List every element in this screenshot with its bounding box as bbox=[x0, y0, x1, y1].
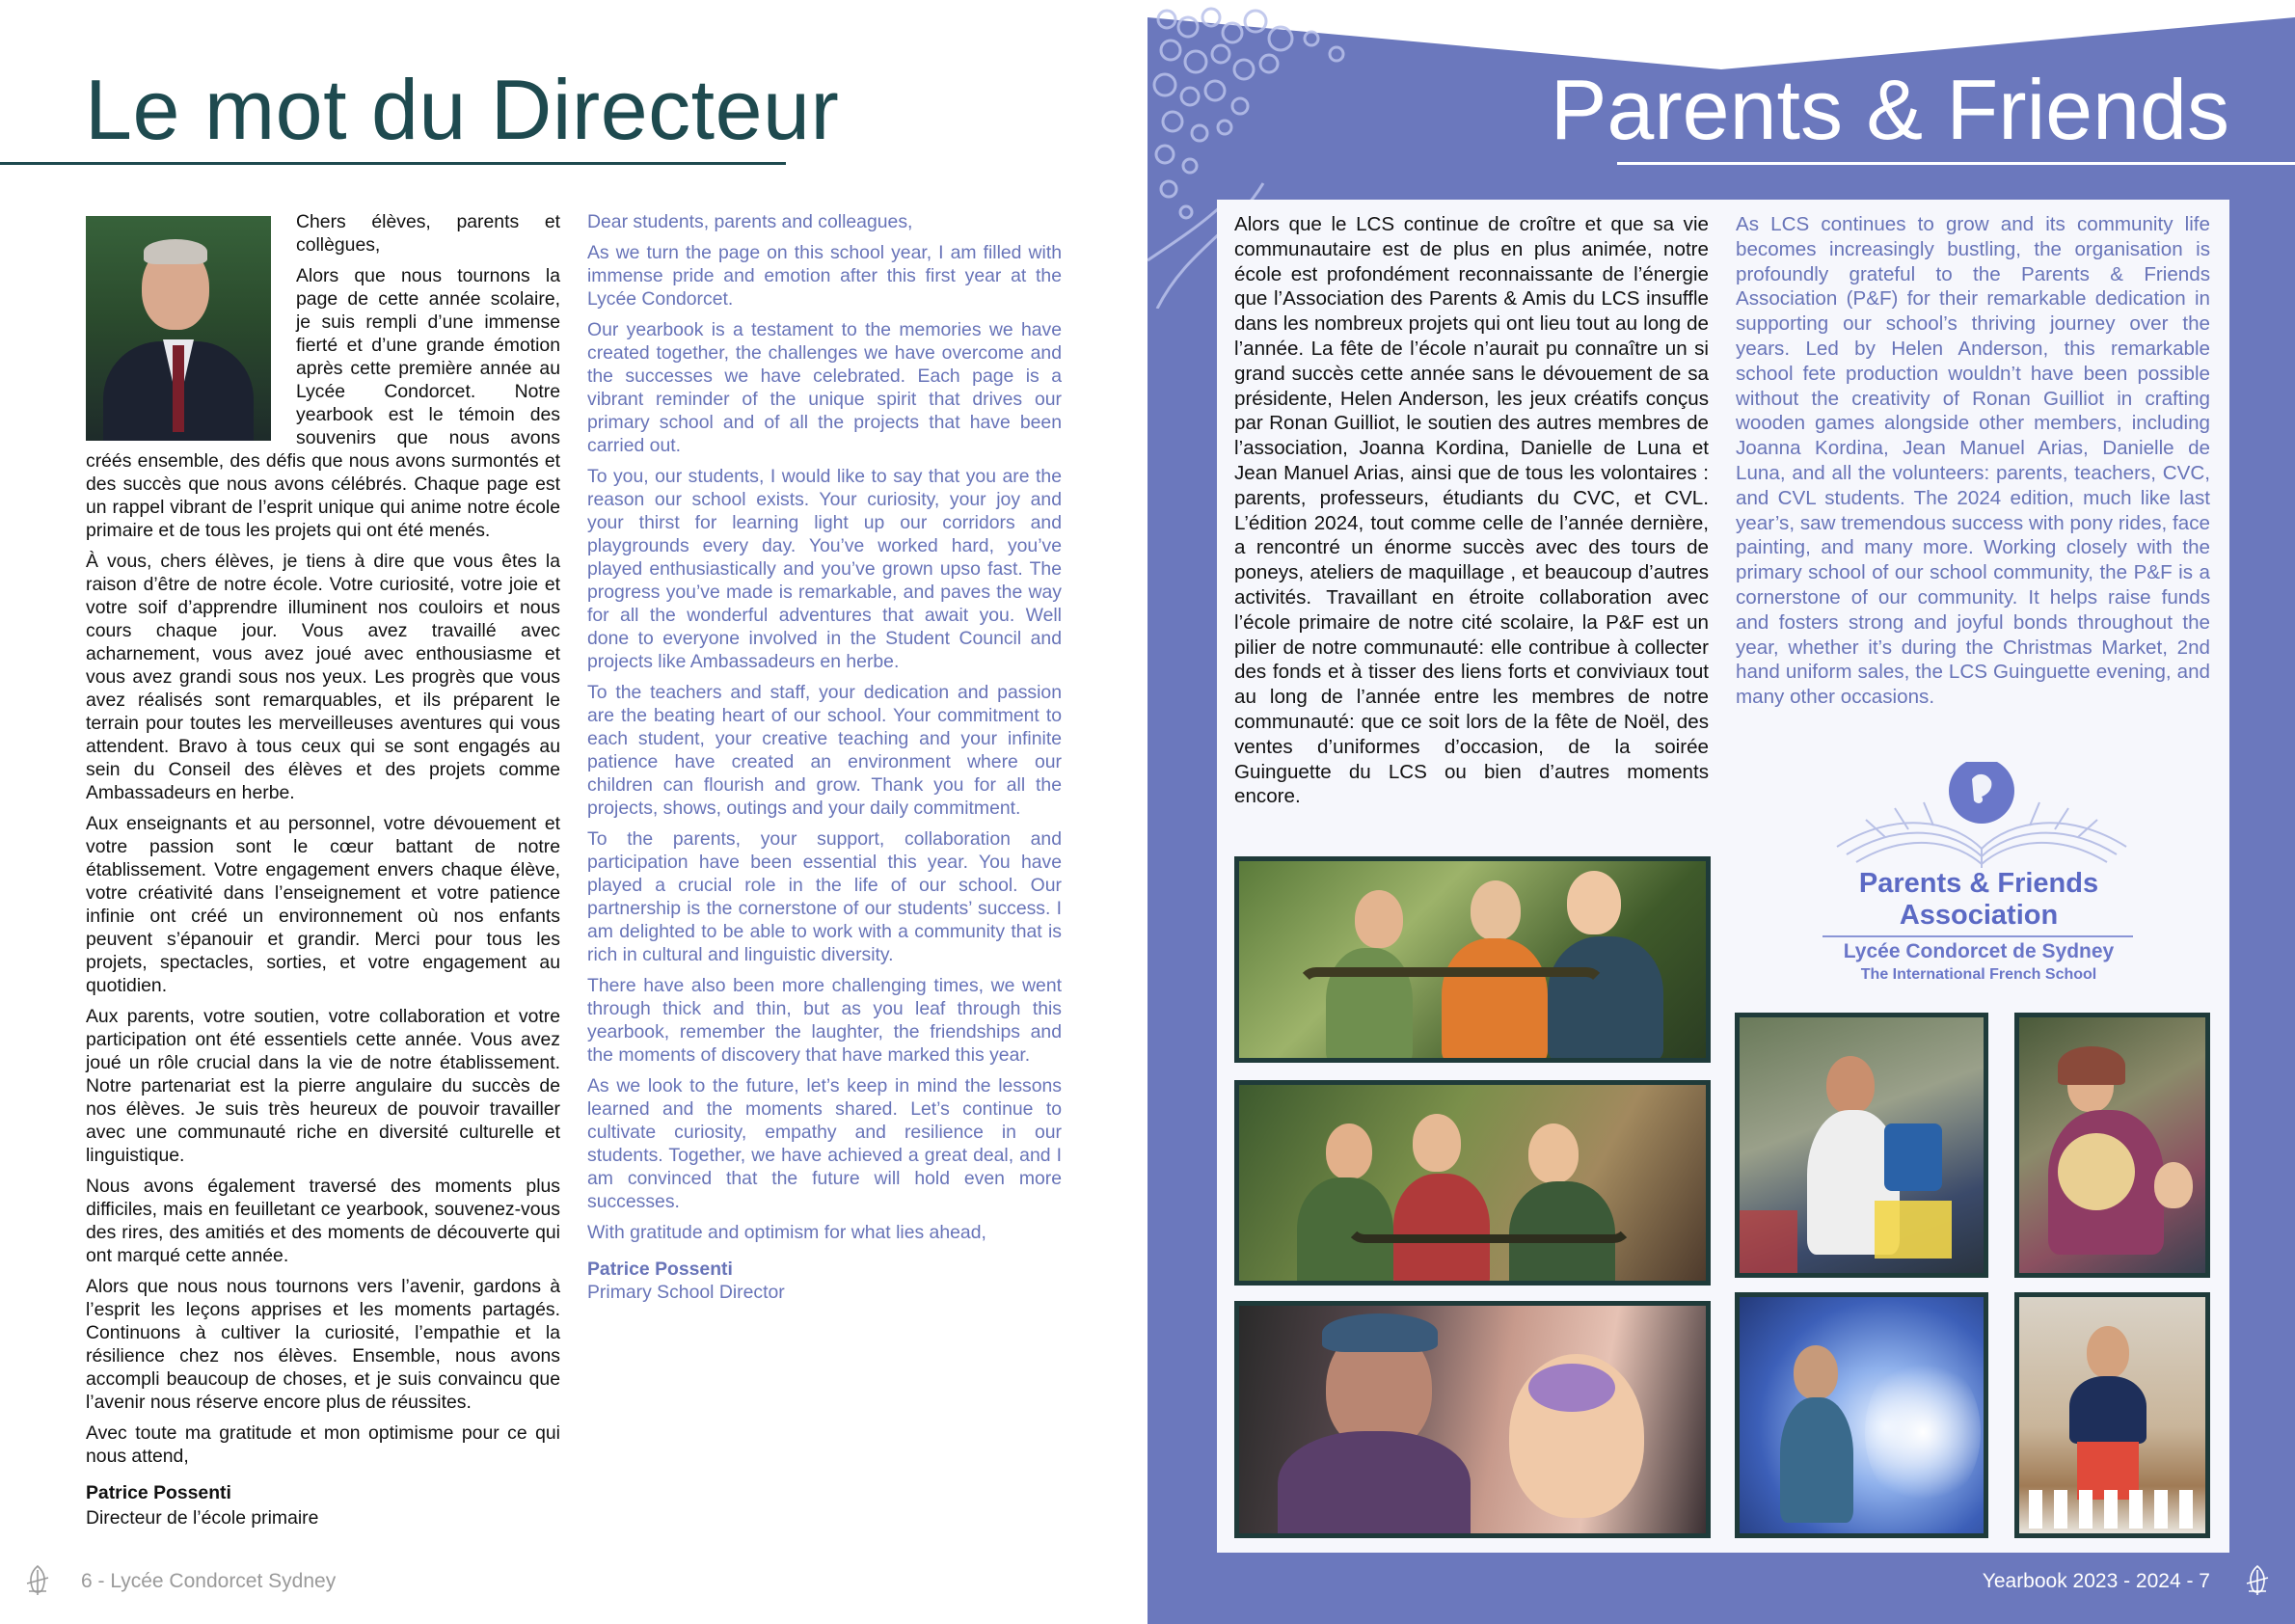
photo-children-with-python bbox=[1234, 856, 1711, 1063]
english-signature-name: Patrice Possenti bbox=[587, 1259, 733, 1280]
english-paragraph: There have also been more challenging times, we went through thick and thin, but as you leaf through this yearbook, remember the laughter, the friendships and the moments of discovery that have marked this year. bbox=[587, 975, 1062, 1066]
page-footer-right: Yearbook 2023 - 2024 - 7 bbox=[1982, 1570, 2210, 1592]
pf-logo-subtitle: Lycée Condorcet de Sydney bbox=[1843, 940, 2115, 962]
school-crest-icon bbox=[2241, 1562, 2274, 1599]
english-greeting: Dear students, parents and colleagues, bbox=[587, 211, 913, 232]
pf-logo-title: Parents & Friends Association bbox=[1858, 868, 2099, 931]
french-paragraph: Alors que nous tournons la page de cette année scolaire, je suis rempli d’une immense fierté et d’une grande émotion après cette première année au Lycée Condorcet. Notre yearbook est le témoin des souvenirs que nous avons créés ensemble, des défis que nous avons surmontés et des succès que nous avons célébrés. Chaque page est un rappel vibrant de l’esprit unique qui anime notre école primaire et de tous les projets qui ont été menés. bbox=[86, 265, 560, 541]
french-signature-role: Directeur de l’école primaire bbox=[86, 1507, 319, 1529]
school-crest-icon bbox=[21, 1562, 54, 1599]
french-paragraph: Nous avons également traversé des moments plus difficiles, mais en feuilletant ce yearbook, souvenez-vous des rires, des amitiés et des moments de découverte qui ont marqué cette année. bbox=[86, 1176, 560, 1266]
french-letter-column bbox=[86, 210, 560, 1537]
pf-logo-divider bbox=[1822, 935, 2133, 937]
title-underline bbox=[0, 162, 786, 165]
pf-logo-tagline: The International French School bbox=[1860, 966, 2097, 983]
english-paragraph: To the teachers and staff, your dedication and passion are the beating heart of our school. Your commitment to each student, your creative teaching and your infinite patience have created an environment where our children can flourish and grow. Thank you for all the projects, shows, outings and your daily commitment. bbox=[587, 682, 1062, 819]
page-footer-left: 6 - Lycée Condorcet Sydney bbox=[81, 1570, 337, 1592]
french-paragraph: Alors que nous nous tournons vers l’avenir, gardons à l’esprit les leçons apprises et les moments partagés. Continuons à cultiver la curiosité, l’empathie et la résilience chez nos élèves. Ensemble, nous avons accompli beaucoup de choses, et je suis convaincu que l’avenir nous réserve encore plus de réussites. bbox=[86, 1276, 560, 1413]
pf-french-text: Alors que le LCS continue de croître et que sa vie communautaire est de plus en plus animée, notre école est profondément reconnaissante de l’énergie que l’Association des Parents & Amis du LCS insuffle dans les nombreux projets qui ont lieu tout au long de l’année. La fête de l’école n’aurait pu connaître un si grand succès cette année sans le dévouement de sa présidente, Helen Anderson, les jeux créatifs conçus par Ronan Guilliot, le soutien des autres membres de l’association, Joanna Kordina, Danielle de Luna et Jean Manuel Arias, ainsi que de tous les volontaires : parents, professeurs, étudiants du CVC, et CVL. L’édition 2024, tout comme celle de l’année dernière, a rencontré un énorme succès avec des tours de poneys, ateliers de maquillage , et beaucoup d’autres activités. Travaillant en étroite collaboration avec l’école primaire de notre cité scolaire, la P&F est un pilier de notre communauté: elle contribue à collecter des fonds et à tisser des liens forts et conviviaux tout au long de l’année entre les membres de notre communauté: que ce soit lors de la fête de Noël, des ventes d’uniformes d’occasion, de la soirée Guinguette du LCS ou bien d’autres moments encore. bbox=[1234, 213, 1709, 808]
page-title-directeur: Le mot du Directeur bbox=[85, 62, 840, 157]
english-paragraph: With gratitude and optimism for what lies ahead, bbox=[587, 1222, 986, 1243]
english-paragraph: As we turn the page on this school year, I am filled with immense pride and emotion after this first year at the Lycée Condorcet. bbox=[587, 242, 1062, 310]
photo-skittles-game bbox=[2014, 1292, 2210, 1538]
pf-french-column bbox=[1234, 212, 1709, 809]
english-paragraph: To the parents, your support, collaboration and participation have been essential this year. You have played a crucial role in the life of our school. Our partnership is the cornerstone of our students’ success. I am delighted to be able to work with a community that is rich in cultural and linguistic diversity. bbox=[587, 828, 1062, 965]
french-paragraph: Aux enseignants et au personnel, votre dévouement et votre passion sont le cœur battant de notre établissement. Votre engagement envers chaque élève, votre créativité dans l’enseignement et votre patience infinie ont créé un environnement où nos enfants peuvent s’épanouir et grandir. Merci pour tous les projets, spectacles, sorties, et votre engagement au quotidien. bbox=[86, 813, 560, 996]
photo-child-dancing-lights bbox=[1735, 1292, 1988, 1538]
english-paragraph: Our yearbook is a testament to the memories we have created together, the challenges we have overcome and the successes we have celebrated. Each page is a vibrant reminder of the unique spirit that drives our primary school and of all the projects that have been carried out. bbox=[587, 319, 1062, 456]
pf-english-text: As LCS continues to grow and its community life becomes increasingly bustling, the organisation is profoundly grateful to the Parents & Friends Association (P&F) for their remarkable dedication in supporting our school’s thriving journey over the years. Led by Helen Anderson, this remarkable school fete production wouldn’t have been possible without the creativity of Ronan Guilliot in crafting wooden games alongside other members, including Joanna Kordina, Jean Manuel Arias, Danielle de Luna, and all the volunteers: parents, teachers, CVC, and CVL students. The 2024 edition, much like last year’s, saw tremendous success with pony rides, face painting, and many more. Working closely with the primary school of our school community, the P&F is a cornerstone of our community. It helps raise funds and fosters strong and joyful bonds throughout the year, whether it’s during the Christmas Market, 2nd hand uniform sales, the LCS Guinguette evening, and many other occasions. bbox=[1736, 213, 2210, 709]
french-signature-name: Patrice Possenti bbox=[86, 1482, 231, 1503]
photo-face-painting bbox=[1234, 1301, 1711, 1538]
french-paragraph: Aux parents, votre soutien, votre collaboration et votre participation ont été essentiels cette année. Vous avez joué un rôle crucial dans la vie de notre établissement. Notre partenariat est la pierre angulaire du succès de nos élèves. Je suis très heureux de pouvoir travailler avec une communauté riche en diversité culturelle et linguistique. bbox=[86, 1006, 560, 1166]
right-page bbox=[1148, 0, 2295, 1624]
french-greeting: Chers élèves, parents et collègues, bbox=[296, 211, 560, 256]
english-letter-column bbox=[587, 210, 1062, 1312]
title-underline bbox=[1617, 162, 2295, 165]
pf-english-column bbox=[1736, 212, 2210, 710]
english-paragraph: As we look to the future, let’s keep in mind the lessons learned and the moments shared. Let’s continue to cultivate curiosity, empathy and resilience in our students. Together, we have achieved a great deal, and I am convinced that the future will hold even more successes. bbox=[587, 1075, 1062, 1212]
photo-crepe-stall bbox=[2014, 1013, 2210, 1278]
photo-kids-holding-snake bbox=[1234, 1080, 1711, 1286]
english-paragraph: To you, our students, I would like to say that you are the reason our school exists. Your curiosity, your joy and your thirst for learning light up our corridors and playgrounds every day. You’ve worked hard, you’ve played enthusiastically and you’ve grown upso fast. The progress you’ve made is remarkable, and paves the way for all the wonderful adventures that await you. Well done to everyone involved in the Student Council and projects like Ambassadeurs en herbe. bbox=[587, 466, 1062, 672]
french-paragraph: Avec toute ma gratitude et mon optimisme pour ce qui nous attend, bbox=[86, 1422, 560, 1467]
english-signature-role: Primary School Director bbox=[587, 1282, 785, 1303]
french-paragraph: À vous, chers élèves, je tiens à dire que vous êtes la raison d’être de notre école. Votre curiosité, votre joie et votre soif d’apprendre illuminent nos couloirs et nous cours chaque jour. Vous avez travaillé avec acharnement, vous avez joué avec enthousiasme et vous avez grandi sous nos yeux. Les progrès que vous avez réalisés sont remarquables, et ils préparent le terrain pour toutes les merveilleuses aventures qui vous attendent. Bravo à tous ceux qui se sont engagés au sein du Conseil des élèves et des projets comme Ambassadeurs en herbe. bbox=[86, 551, 560, 803]
photo-volunteer-drinks-stand bbox=[1735, 1013, 1988, 1278]
page-title-parents-friends: Parents & Friends bbox=[1550, 62, 2229, 157]
